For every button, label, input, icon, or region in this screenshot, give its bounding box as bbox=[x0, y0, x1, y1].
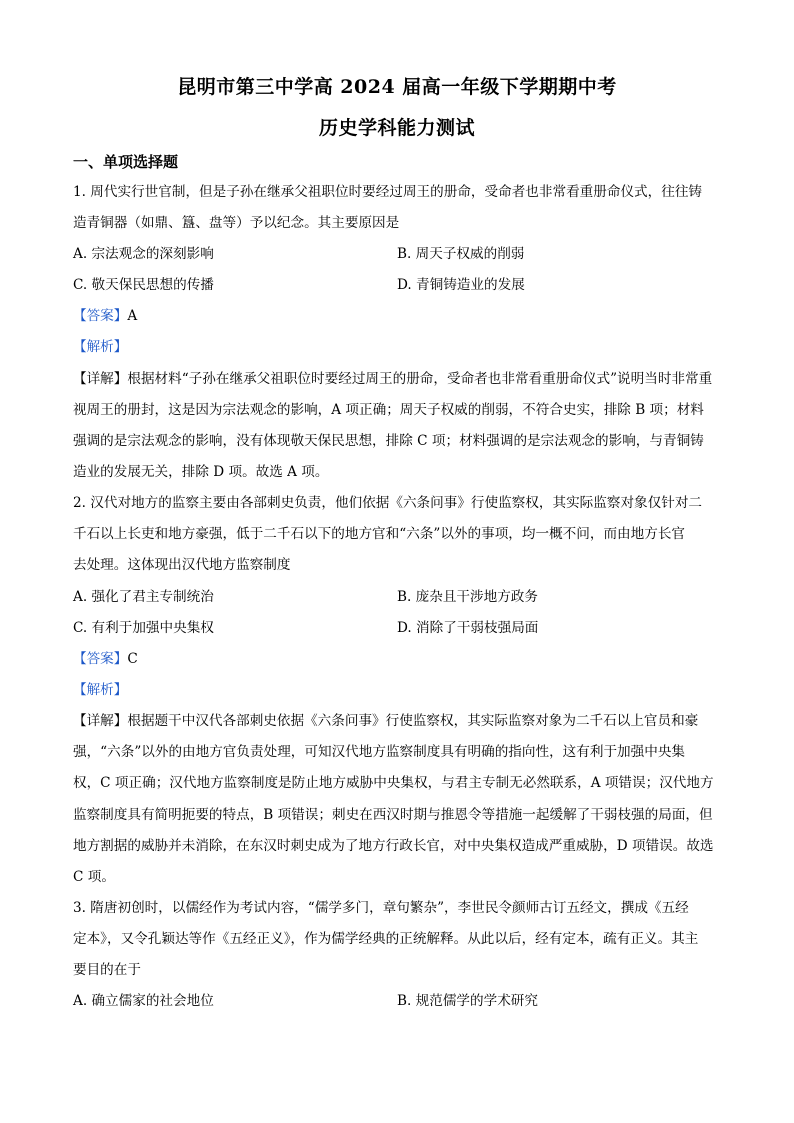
q1-stem-line1: 1. 周代实行世官制，但是子孙在继承父祖职位时要经过周王的册命，受命者也非常看重册命仪式，往往铸 bbox=[73, 184, 703, 200]
q1-detail-line3: 强调的是宗法观念的影响，没有体现敬天保民思想，排除 C 项；材料强调的是宗法观念的影响，与青铜铸 bbox=[73, 433, 704, 449]
q2-detail-line4: 监察制度具有简明扼要的特点，B 项错误；刺史在西汉时期与推恩令等措施一起缓解了干弱枝强的局面，但 bbox=[73, 807, 713, 823]
detail-tag: 【详解】 bbox=[73, 713, 128, 729]
q1-answer-row bbox=[73, 306, 733, 326]
q2-detail-line3: 权，C 项正确；汉代地方监察制度是防止地方威胁中央集权，与君主专制无必然联系，A 项错误；汉代地方 bbox=[73, 775, 714, 791]
q2-detail-line1 bbox=[73, 711, 733, 731]
q2-option-b: B. 庞杂且干涉地方政务 bbox=[397, 589, 538, 605]
document-title-line1: 昆明市第三中学高 2024 届高一年级下学期期中考 bbox=[177, 76, 617, 98]
analysis-tag: 【解析】 bbox=[73, 339, 128, 355]
q2-stem-line3: 去处理。这体现出汉代地方监察制度 bbox=[73, 557, 291, 573]
q3-stem-line2: 定本》，又令孔颖达等作《五经正义》，作为儒学经典的正统解释。从此以后，经有定本，疏有正义。其主 bbox=[73, 931, 699, 947]
q3-stem-line3: 要目的在于 bbox=[73, 962, 141, 978]
q2-detail-line2: 强，“六条”以外的由地方官负责处理，可知汉代地方监察制度具有明确的指向性，这有利于加强中央集 bbox=[73, 744, 686, 760]
q1-option-a: A. 宗法观念的深刻影响 bbox=[73, 246, 214, 262]
q1-detail-text1: 根据材料“子孙在继承父祖职位时要经过周王的册命，受命者也非常看重册命仪式”说明当时非常重 bbox=[127, 371, 713, 387]
q2-option-c: C. 有利于加强中央集权 bbox=[73, 620, 214, 636]
q1-detail-line1 bbox=[73, 369, 733, 389]
q3-option-a: A. 确立儒家的社会地位 bbox=[73, 993, 214, 1009]
q2-detail-text1: 根据题干中汉代各部刺史依据《六条问事》行使监察权，其实际监察对象为二千石以上官员和豪 bbox=[127, 713, 699, 729]
q1-analysis-row bbox=[73, 337, 733, 357]
q2-answer-row bbox=[73, 649, 733, 669]
q1-option-d: D. 青铜铸造业的发展 bbox=[397, 277, 525, 293]
q2-stem-line1: 2. 汉代对地方的监察主要由各部刺史负责，他们依据《六条问事》行使监察权，其实际监察对象仅针对二 bbox=[73, 495, 703, 511]
q1-answer-value: A bbox=[127, 308, 138, 324]
q1-stem-line2: 造青铜器（如鼎、簋、盘等）予以纪念。其主要原因是 bbox=[73, 215, 400, 231]
q2-answer-value: C bbox=[127, 651, 138, 667]
q2-detail-line6: C 项。 bbox=[73, 869, 115, 885]
section-heading: 一、单项选择题 bbox=[73, 153, 179, 171]
q1-detail-line4: 造业的发展无关，排除 D 项。故选 A 项。 bbox=[73, 464, 329, 480]
answer-tag: 【答案】 bbox=[73, 651, 128, 667]
document-title-line2: 历史学科能力测试 bbox=[318, 117, 475, 139]
detail-tag: 【详解】 bbox=[73, 371, 128, 387]
answer-tag: 【答案】 bbox=[73, 308, 128, 324]
q2-option-a: A. 强化了君主专制统治 bbox=[73, 589, 214, 605]
q1-detail-line2: 视周王的册封，这是因为宗法观念的影响，A 项正确；周天子权威的削弱，不符合史实，排除 B 项；材料 bbox=[73, 402, 704, 418]
q1-option-c: C. 敬天保民思想的传播 bbox=[73, 277, 214, 293]
q2-detail-line5: 地方割据的威胁并未消除，在东汉时刺史成为了地方行政长官，对中央集权造成严重威胁，D 项错误。故选 bbox=[73, 838, 714, 854]
q2-stem-line2: 千石以上长吏和地方豪强，低于二千石以下的地方官和“六条”以外的事项，均一概不问，而由地方长官 bbox=[73, 526, 686, 542]
q3-stem-line1: 3. 隋唐初创时，以儒经作为考试内容，“儒学多门，章句繁杂”，李世民令颜师古订五经文，撰成《五经 bbox=[73, 900, 689, 916]
analysis-tag: 【解析】 bbox=[73, 682, 128, 698]
q2-option-d: D. 消除了干弱枝强局面 bbox=[397, 620, 539, 636]
q2-analysis-row bbox=[73, 680, 733, 700]
q3-option-b: B. 规范儒学的学术研究 bbox=[397, 993, 538, 1009]
q1-option-b: B. 周天子权威的削弱 bbox=[397, 246, 525, 262]
